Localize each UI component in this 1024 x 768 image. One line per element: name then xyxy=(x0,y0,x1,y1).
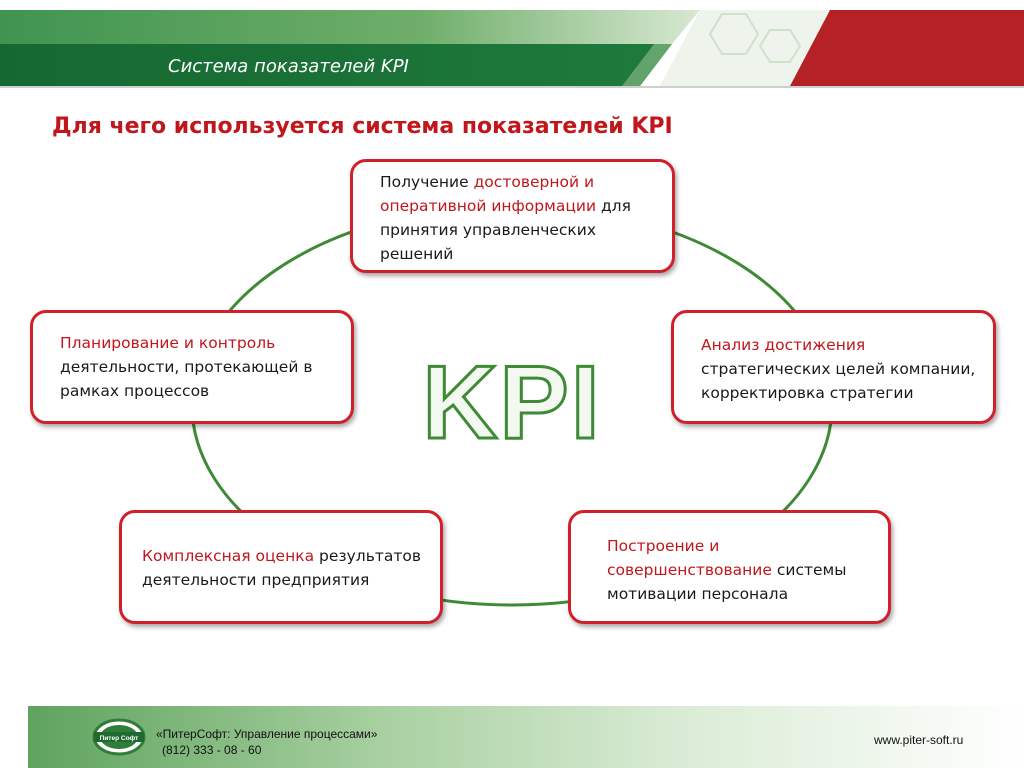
header-title: Система показателей KPI xyxy=(168,56,409,77)
page-heading: Для чего используется система показателей KPI xyxy=(52,114,673,139)
footer-phone: (812) 333 - 08 - 60 xyxy=(162,743,262,757)
box-bottom-left-highlight: Комплексная оценка xyxy=(142,547,315,565)
box-motivation-system xyxy=(568,510,891,624)
box-left-highlight: Планирование и контроль xyxy=(60,334,276,352)
box-left-text: деятельности, протекающей в рамках процессов xyxy=(60,358,313,400)
box-complex-evaluation xyxy=(119,510,443,624)
box-top-highlight: достоверной и оперативной информации xyxy=(380,173,597,215)
logo-text: Питер Софт xyxy=(99,735,139,742)
center-kpi-label: KPI xyxy=(422,345,602,461)
company-logo xyxy=(92,718,146,756)
box-bottom-right-highlight: Построение и совершенствование xyxy=(607,537,772,579)
box-right-highlight: Анализ достижения xyxy=(701,336,866,354)
box-bottom-left-text: результатов деятельности предприятия xyxy=(142,547,422,589)
box-reliable-information xyxy=(350,159,675,273)
box-top-text-1: Получение xyxy=(380,173,474,191)
box-goal-analysis xyxy=(671,310,996,424)
box-top-text-2: для принятия управленческих решений xyxy=(380,197,631,263)
box-planning-control xyxy=(30,310,354,424)
footer-company: «ПитерСофт: Управление процессами» xyxy=(156,727,378,741)
box-bottom-right-text: системы мотивации персонала xyxy=(607,561,847,603)
footer-url-link[interactable]: www.piter-soft.ru xyxy=(874,733,964,747)
box-right-text: стратегических целей компании, корректировка стратегии xyxy=(701,360,976,402)
